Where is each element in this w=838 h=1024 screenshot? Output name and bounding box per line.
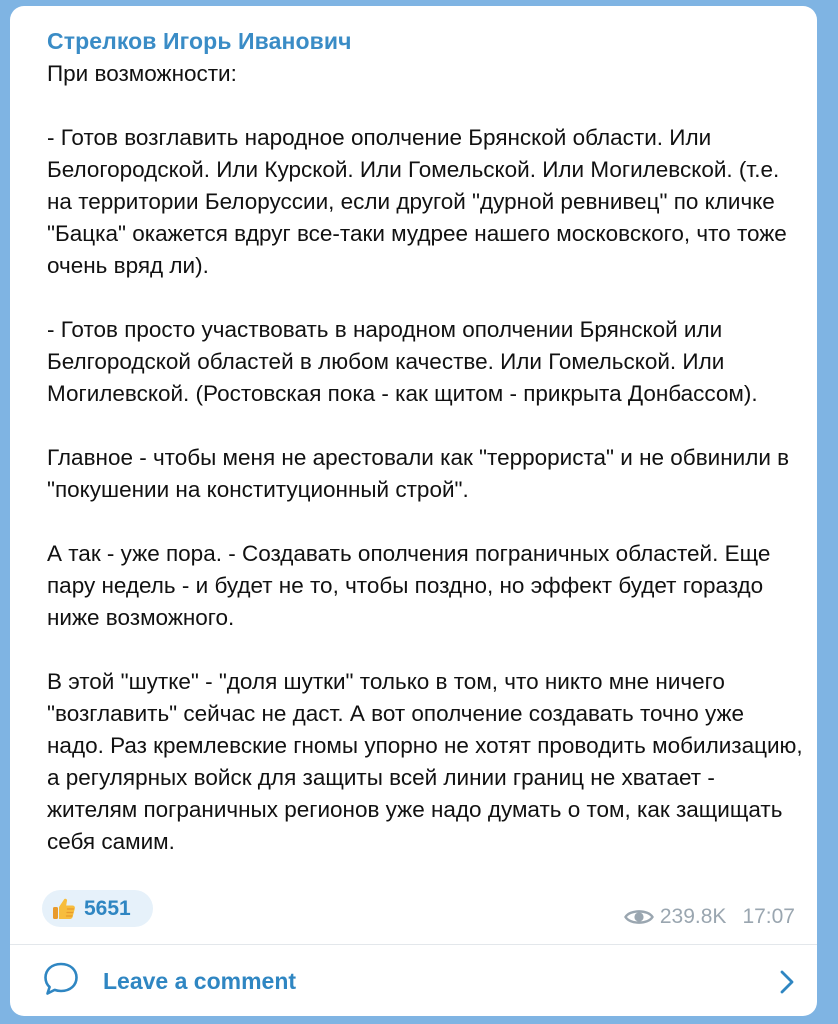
- leave-comment-label: Leave a comment: [103, 968, 297, 994]
- message-time: 17:07: [742, 905, 795, 928]
- chevron-right-icon: [779, 969, 795, 995]
- reaction-count: 5651: [84, 896, 131, 920]
- leave-comment-button[interactable]: [10, 945, 817, 1016]
- message-bubble: [10, 6, 817, 1016]
- message-paragraph: При возможности:: [47, 61, 237, 86]
- message-paragraph: - Готов просто участвовать в народном ополчении Брянской или Белгородской областей в любом качестве. Или Гомельской. Или Могилевской. (Ростовская пока - как щитом - прикрыта Донбассом).: [47, 317, 758, 406]
- message-text: [47, 58, 807, 858]
- view-count: 239.8K: [659, 905, 727, 928]
- thumbs-up-icon: [51, 896, 77, 922]
- comment-icon: [42, 960, 80, 998]
- message-paragraph: А так - уже пора. - Создавать ополчения пограничных областей. Еще пару недель - и будет не то, чтобы поздно, но эффект будет гораздо ниже возможного.: [47, 541, 771, 630]
- message-paragraph: В этой "шутке" - "доля шутки" только в том, что никто мне ничего "возглавить" сейчас не даст. А вот ополчение создавать точно уже надо. Раз кремлевские гномы упорно не хотят проводить мобилизацию, а регулярных войск для защиты всей линии границ не хватает - жителям пограничных регионов уже надо думать о том, как защищать себя самим.: [47, 669, 803, 854]
- eye-icon: [624, 907, 654, 927]
- message-meta: [624, 905, 795, 929]
- message-paragraph: Главное - чтобы меня не арестовали как "террориста" и не обвинили в "покушении на конституционный строй".: [47, 445, 790, 502]
- author-name[interactable]: Стрелков Игорь Иванович: [47, 28, 352, 54]
- reaction-button[interactable]: [42, 890, 153, 927]
- message-paragraph: - Готов возглавить народное ополчение Брянской области. Или Белогородской. Или Курской. Или Гомельской. Или Могилевской. (т.е. на территории Белоруссии, если другой "дурной ревнивец" по кличке "Бацка" окажется вдруг все-таки мудрее нашего московского, что тоже очень вряд ли).: [47, 125, 787, 278]
